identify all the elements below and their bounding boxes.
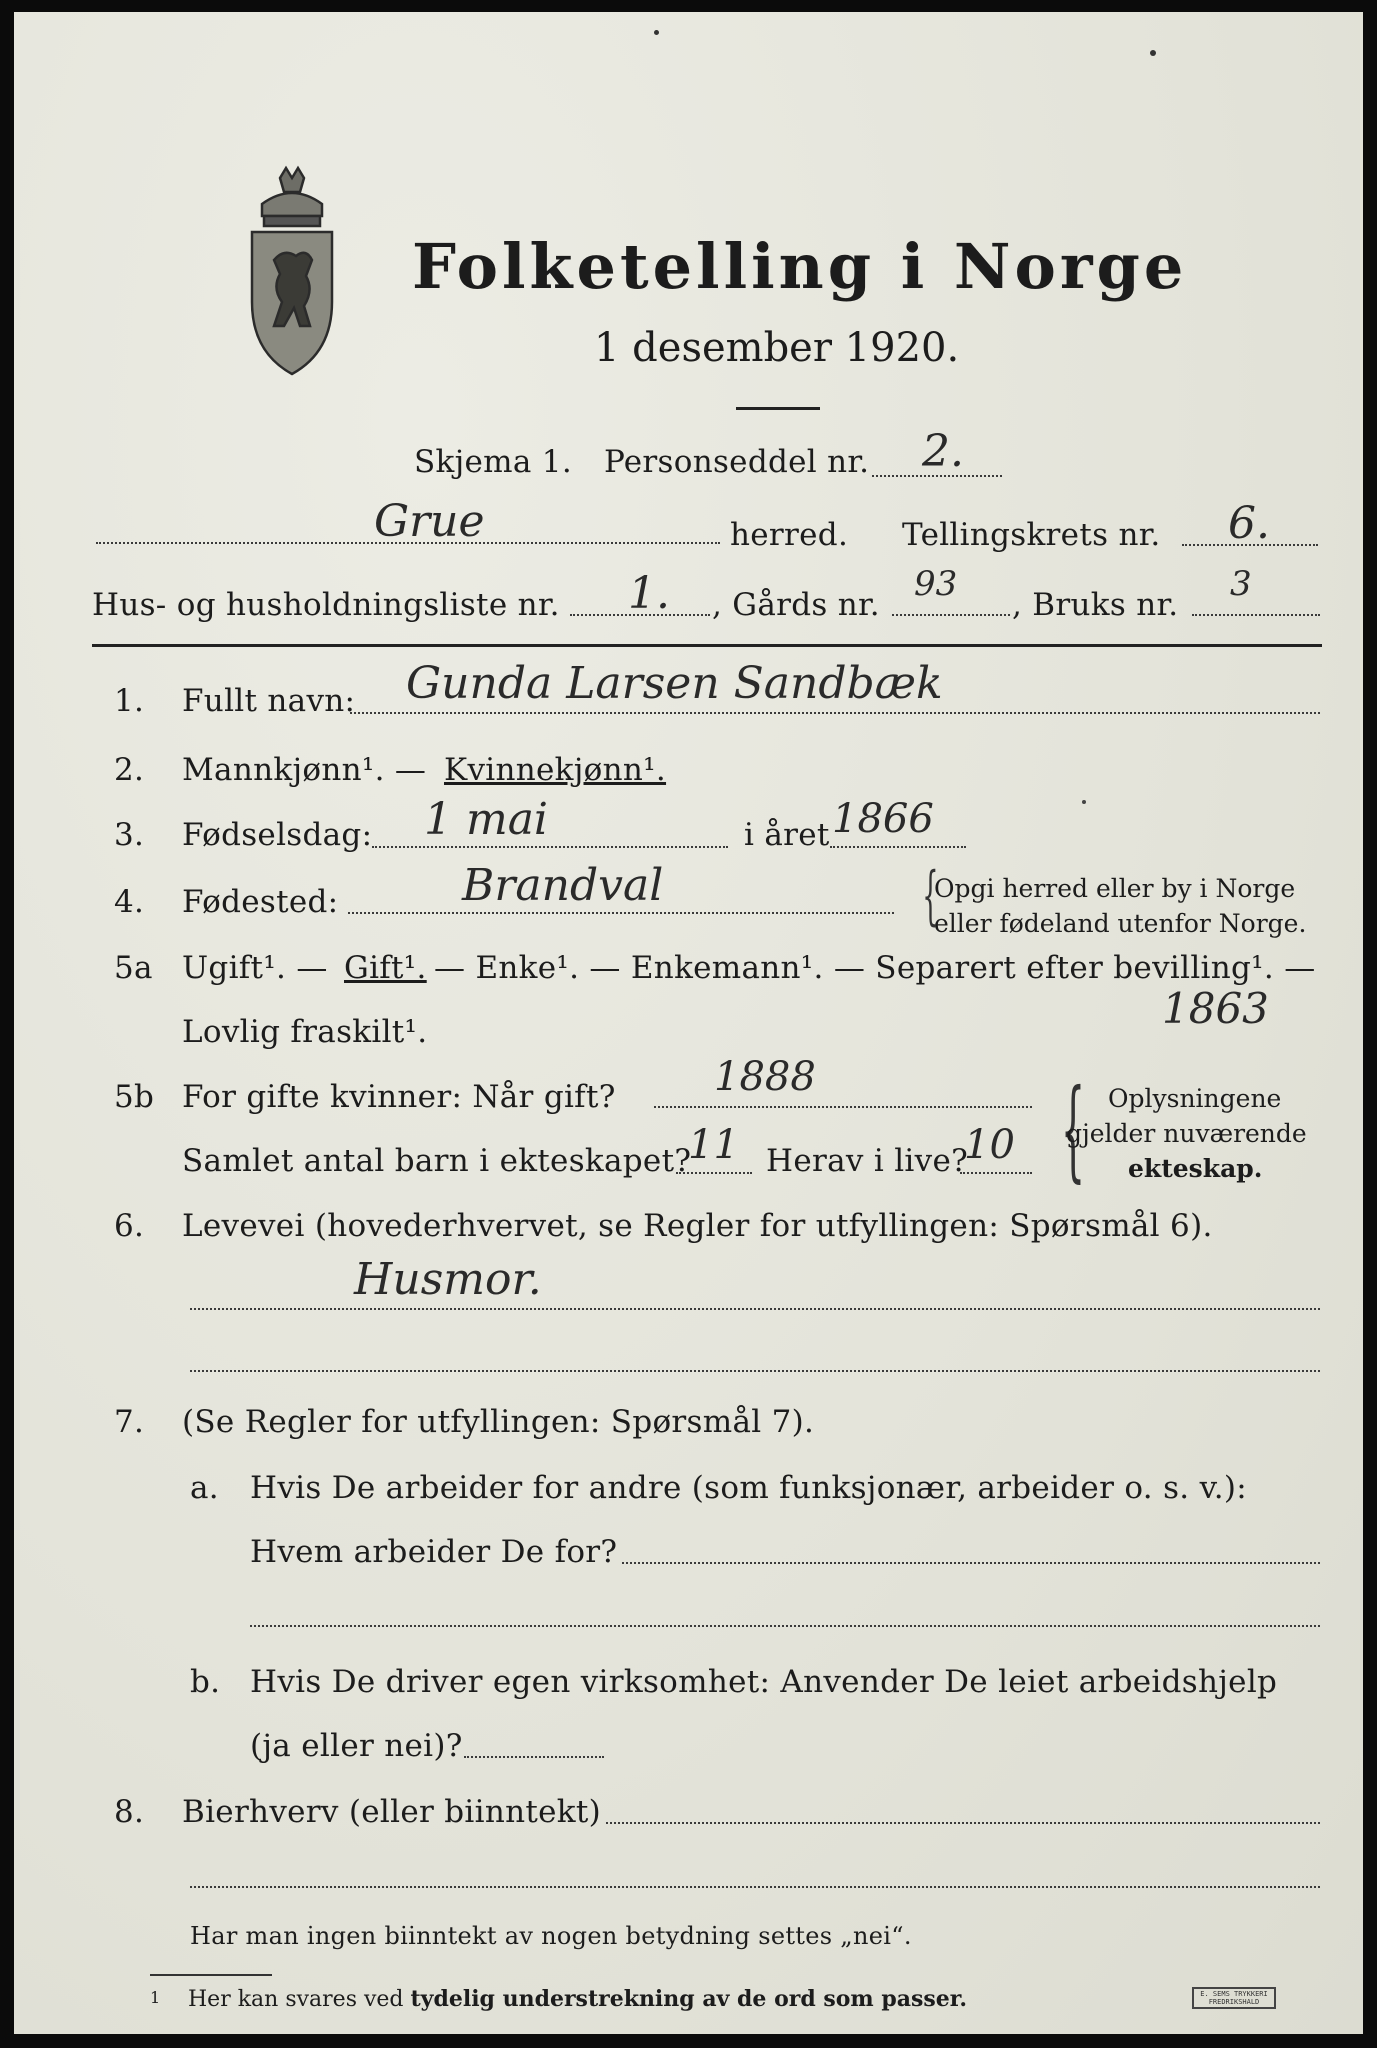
q5b-alive-label: Herav i live? (766, 1143, 969, 1179)
bleed-through-text (314, 140, 318, 158)
q3-year-field-line (830, 846, 966, 848)
header-separator (92, 644, 1322, 647)
bottom-note: Har man ingen biinntekt av nogen betydning settes „nei“. (190, 1922, 912, 1950)
q5b-note-line2: gjelder nuværende (1066, 1119, 1307, 1148)
footnote-text (188, 1986, 967, 2012)
q2-female-option-underlined[interactable]: Kvinnekjønn¹. (444, 752, 667, 788)
q4-note-line2: eller fødeland utenfor Norge. (934, 909, 1307, 938)
q7-label: (Se Regler for utfyllingen: Spørsmål 7). (182, 1404, 815, 1440)
q4-field-line (348, 912, 894, 914)
q7a-label: Hvis De arbeider for andre (som funksjonær, arbeider o. s. v.): (250, 1470, 1248, 1506)
census-form-page (14, 12, 1363, 2034)
tellingskrets-label: Tellingskrets nr. (902, 517, 1161, 553)
q5b-brace: { (1060, 1065, 1086, 1193)
household-value[interactable]: 1. (628, 568, 670, 619)
paper-blemish (1150, 50, 1156, 56)
q7-number: 7. (114, 1404, 145, 1440)
q6-field-line-1 (190, 1308, 1320, 1310)
q8-field-line-1 (606, 1822, 1320, 1824)
bruks-label: , Bruks nr. (1012, 587, 1179, 623)
q1-number: 1. (114, 683, 145, 719)
q7a-field-line-1 (622, 1562, 1320, 1564)
q2-number: 2. (114, 752, 145, 788)
q1-full-name-value[interactable]: Gunda Larsen Sandbæk (406, 658, 943, 709)
q5b-children-value[interactable]: 11 (688, 1122, 739, 1168)
footnote-number: 1 (150, 1988, 161, 2007)
tellingskrets-value[interactable]: 6. (1228, 498, 1270, 549)
paper-blemish (1082, 800, 1086, 804)
q1-field-line (350, 712, 1320, 714)
q1-label: Fullt navn: (182, 683, 356, 719)
q8-number: 8. (114, 1794, 145, 1830)
q4-birthplace-value[interactable]: Brandval (462, 860, 664, 911)
q7a-field-line-2 (250, 1625, 1320, 1627)
q7b-field-line (464, 1756, 604, 1758)
q3-year-value[interactable]: 1866 (832, 796, 934, 842)
q5b-number: 5b (114, 1079, 155, 1115)
household-list-label: Hus- og husholdningsliste nr. (92, 587, 560, 623)
q5a-marginal-year: 1863 (1162, 984, 1269, 1033)
q5a-other-options[interactable]: — Enke¹. — Enkemann¹. — Separert efter bevilling¹. — (434, 950, 1316, 986)
footnote-prefix: Her kan svares ved (188, 1987, 404, 2012)
q5a-ugift-option[interactable]: Ugift¹. — (182, 950, 328, 986)
q5a-lovlig-fraskilt-option[interactable]: Lovlig fraskilt¹. (182, 1014, 428, 1050)
personseddel-label: Personseddel nr. (604, 444, 870, 480)
q7b-letter: b. (190, 1664, 221, 1700)
q6-label: Levevei (hovederhvervet, se Regler for utfyllingen: Spørsmål 6). (182, 1208, 1213, 1244)
q4-brace: { (922, 859, 939, 933)
q3-label: Fødselsdag: (182, 817, 373, 853)
q7b-label: Hvis De driver egen virksomhet: Anvender De leiet arbeidshjelp (250, 1664, 1278, 1700)
q4-note-line1: Opgi herred eller by i Norge (934, 874, 1296, 903)
herred-label: herred. (730, 517, 849, 553)
q5b-alive-value[interactable]: 10 (964, 1122, 1015, 1168)
q5b-married-year-value[interactable]: 1888 (714, 1054, 816, 1100)
q5b-alive-field-line (960, 1172, 1032, 1174)
q7a-letter: a. (190, 1470, 219, 1506)
q5b-children-field-line (676, 1172, 752, 1174)
q2-male-option[interactable]: Mannkjønn¹. — (182, 752, 427, 788)
census-date: 1 desember 1920. (594, 325, 960, 371)
q6-number: 6. (114, 1208, 145, 1244)
bruks-value[interactable]: 3 (1230, 564, 1252, 604)
q3-date-field-line (372, 846, 728, 848)
gards-label: , Gårds nr. (712, 587, 880, 623)
q3-birthdate-value[interactable]: 1 mai (424, 794, 549, 845)
herred-value[interactable]: Grue (374, 496, 485, 547)
q5a-number: 5a (114, 950, 153, 986)
footnote-separator (150, 1974, 272, 1976)
q7a-question: Hvem arbeider De for? (250, 1534, 618, 1570)
q4-label: Fødested: (182, 884, 339, 920)
page-title: Folketelling i Norge (412, 230, 1188, 303)
paper-blemish (654, 30, 659, 35)
q7b-question: (ja eller nei)? (250, 1728, 463, 1764)
q6-occupation-value[interactable]: Husmor. (354, 1254, 542, 1305)
gards-value[interactable]: 93 (914, 564, 958, 604)
q4-number: 4. (114, 884, 145, 920)
footnote-bold-text: tydelig understrekning av de ord som passer. (410, 1986, 968, 2012)
q5b-note-line1: Oplysningene (1108, 1084, 1282, 1113)
gards-field-line (892, 614, 1010, 616)
schema-label: Skjema 1. (414, 444, 572, 480)
norwegian-coat-of-arms-icon (242, 160, 342, 384)
q3-number: 3. (114, 817, 145, 853)
q5b-married-field-line (654, 1106, 1032, 1108)
q8-label: Bierhverv (eller biinntekt) (182, 1794, 602, 1830)
q8-field-line-2 (190, 1886, 1320, 1888)
personseddel-value[interactable]: 2. (922, 426, 964, 477)
q5a-gift-option-underlined[interactable]: Gift¹. (344, 950, 427, 986)
printer-stamp: E. SEMS TRYKKERI FREDRIKSHALD (1192, 1987, 1276, 2009)
q5b-children-label: Samlet antal barn i ekteskapet? (182, 1143, 692, 1179)
q3-year-label: i året (744, 817, 830, 853)
q5b-label: For gifte kvinner: Når gift? (182, 1079, 616, 1115)
title-divider (736, 407, 820, 410)
bruks-field-line (1192, 614, 1320, 616)
q5b-note-line3: ekteskap. (1128, 1154, 1263, 1183)
q6-field-line-2 (190, 1370, 1320, 1372)
